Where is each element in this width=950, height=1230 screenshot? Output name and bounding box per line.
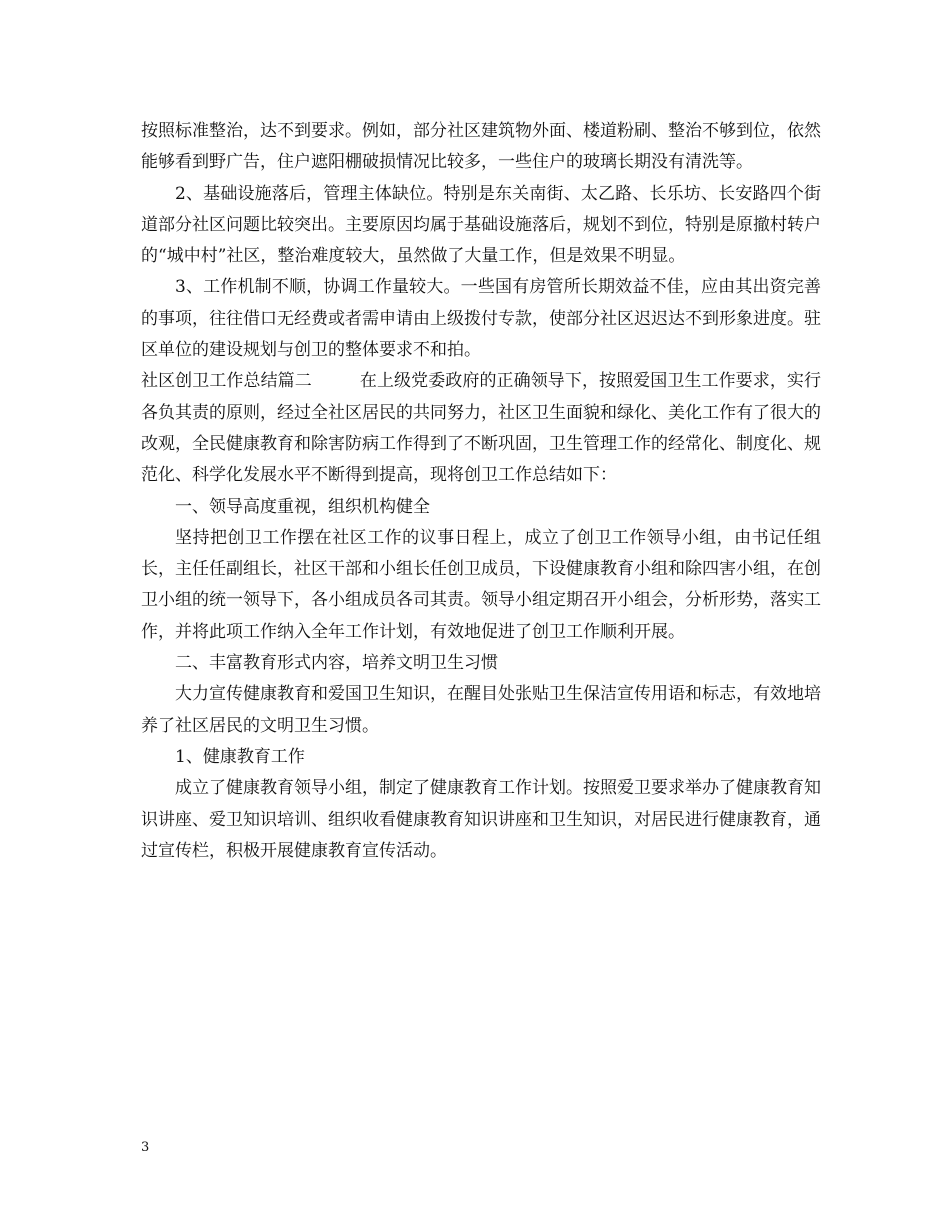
- heading-leadership: 一、领导高度重视，组织机构健全: [175, 496, 430, 517]
- section-intro: 在上级党委政府的正确领导下，按照爱国卫生工作要求，实行各负其责的原则，经过全社区居民的共同努力，社区卫生面貌和绿化、美化工作有了很大的改观，全民健康教育和除害防病工作得到了不断巩固，卫生管理工作的经常化、制度化、规范化、科学化发展水平不断得到提高，现将创卫工作总结如下：: [141, 371, 822, 486]
- section-title: 社区创卫工作总结篇二: [141, 371, 312, 392]
- paragraph-2: 2、基础设施落后，管理主体缺位。特别是东关南街、太乙路、长乐坊、长安路四个街道部分社区问题比较突出。主要原因均属于基础设施落后，规划不到位，特别是原撤村转户的“城中村”社区，整治难度较大，虽然做了大量工作，但是效果不明显。: [141, 183, 821, 267]
- paragraph-education: 大力宣传健康教育和爱国卫生知识，在醒目处张贴卫生保洁宣传用语和标志，有效地培养了社区居民的文明卫生习惯。: [141, 684, 821, 736]
- heading-education: 二、丰富教育形式内容，培养文明卫生习惯: [175, 653, 498, 674]
- paragraph-1: 按照标准整治，达不到要求。例如，部分社区建筑物外面、楼道粉刷、整治不够到位，依然能够看到野广告，住户遮阳棚破损情况比较多，一些住户的玻璃长期没有清洗等。: [141, 121, 821, 173]
- page-number: 3: [141, 1140, 150, 1155]
- paragraph-3: 3、工作机制不顺，协调工作量较大。一些国有房管所长期效益不佳，应由其出资完善的事项，往往借口无经费或者需申请由上级拨付专款，使部分社区迟迟达不到形象进度。驻区单位的建设规划与创卫的整体要求不和拍。: [141, 277, 821, 361]
- paragraph-leadership: 坚持把创卫工作摆在社区工作的议事日程上，成立了创卫工作领导小组，由书记任组长，主任任副组长，社区干部和小组长任创卫成员，下设健康教育小组和除四害小组，在创卫小组的统一领导下，各小组成员各司其责。领导小组定期召开小组会，分析形势，落实工作，并将此项工作纳入全年工作计划，有效地促进了创卫工作顺利开展。: [141, 527, 821, 642]
- document-body: [141, 116, 821, 867]
- section-two-paragraph: [141, 366, 821, 491]
- paragraph-health-education: 成立了健康教育领导小组，制定了健康教育工作计划。按照爱卫要求举办了健康教育知识讲座、爱卫知识培训、组织收看健康教育知识讲座和卫生知识，对居民进行健康教育，通过宣传栏，积极开展健康教育宣传活动。: [141, 778, 821, 861]
- heading-health-education: 1、健康教育工作: [175, 746, 305, 767]
